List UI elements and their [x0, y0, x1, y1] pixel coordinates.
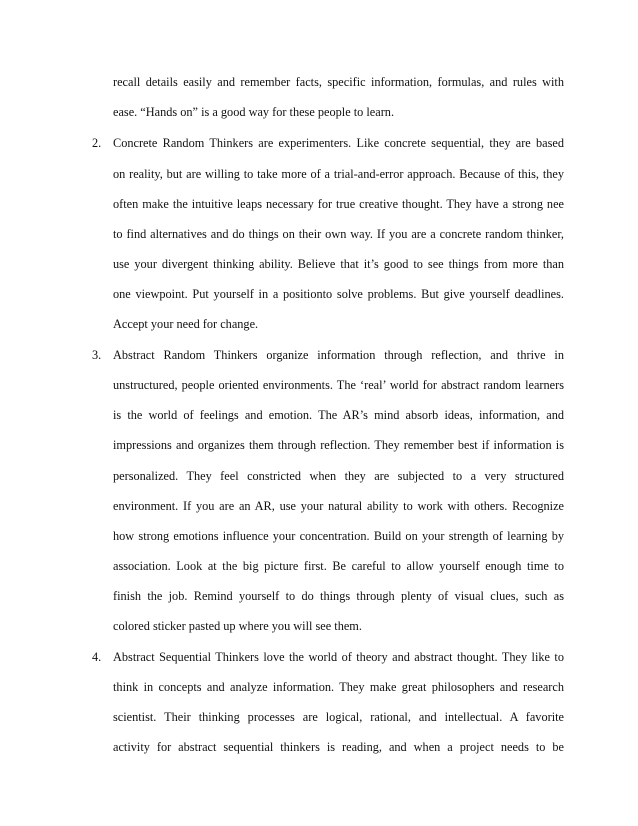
text-line: how strong emotions influence your concentration. Build on your strength of learning by — [113, 529, 564, 543]
text-line: Accept your need for change. — [113, 317, 259, 331]
text-line: activity for abstract sequential thinkers is reading, and when a project needs to be — [113, 740, 564, 754]
text-line: Abstract Random Thinkers organize information through reflection, and thrive in — [113, 348, 564, 362]
text-line: one viewpoint. Put yourself in a positionto solve problems. But give yourself deadlines. — [113, 287, 564, 301]
text-line: Concrete Random Thinkers are experimenters. Like concrete sequential, they are based — [113, 136, 564, 150]
text-line: use your divergent thinking ability. Believe that it’s good to see things from more than — [113, 257, 564, 271]
list-number: 2. — [92, 136, 102, 150]
text-line: association. Look at the big picture first. Be careful to allow yourself enough time to — [113, 559, 564, 573]
text-line: finish the job. Remind yourself to do things through plenty of visual clues, such as — [113, 589, 564, 603]
text-line: unstructured, people oriented environments. The ‘real’ world for abstract random learners — [113, 378, 564, 392]
list-number: 3. — [92, 348, 102, 362]
text-line: personalized. They feel constricted when they are subjected to a very structured — [113, 469, 564, 483]
text-line: on reality, but are willing to take more of a trial-and-error approach. Because of this, they — [113, 167, 564, 181]
text-line: think in concepts and analyze information. They make great philosophers and research — [113, 680, 564, 694]
text-line: Abstract Sequential Thinkers love the world of theory and abstract thought. They like to — [113, 650, 564, 664]
text-line: to find alternatives and do things on their own way. If you are a concrete random thinker, — [113, 227, 564, 241]
text-line: colored sticker pasted up where you will see them. — [113, 619, 362, 633]
text-line: ease. “Hands on” is a good way for these people to learn. — [113, 105, 395, 119]
text-line: impressions and organizes them through reflection. They remember best if information is — [113, 438, 564, 452]
text-line: environment. If you are an AR, use your natural ability to work with others. Recognize — [113, 499, 564, 513]
text-line: often make the intuitive leaps necessary for true creative thought. They have a strong nee — [113, 197, 564, 211]
text-line: recall details easily and remember facts, specific information, formulas, and rules with — [113, 75, 564, 89]
list-number: 4. — [92, 650, 102, 664]
text-line: scientist. Their thinking processes are logical, rational, and intellectual. A favorite — [113, 710, 564, 724]
text-line: is the world of feelings and emotion. The AR’s mind absorb ideas, information, and — [113, 408, 564, 422]
